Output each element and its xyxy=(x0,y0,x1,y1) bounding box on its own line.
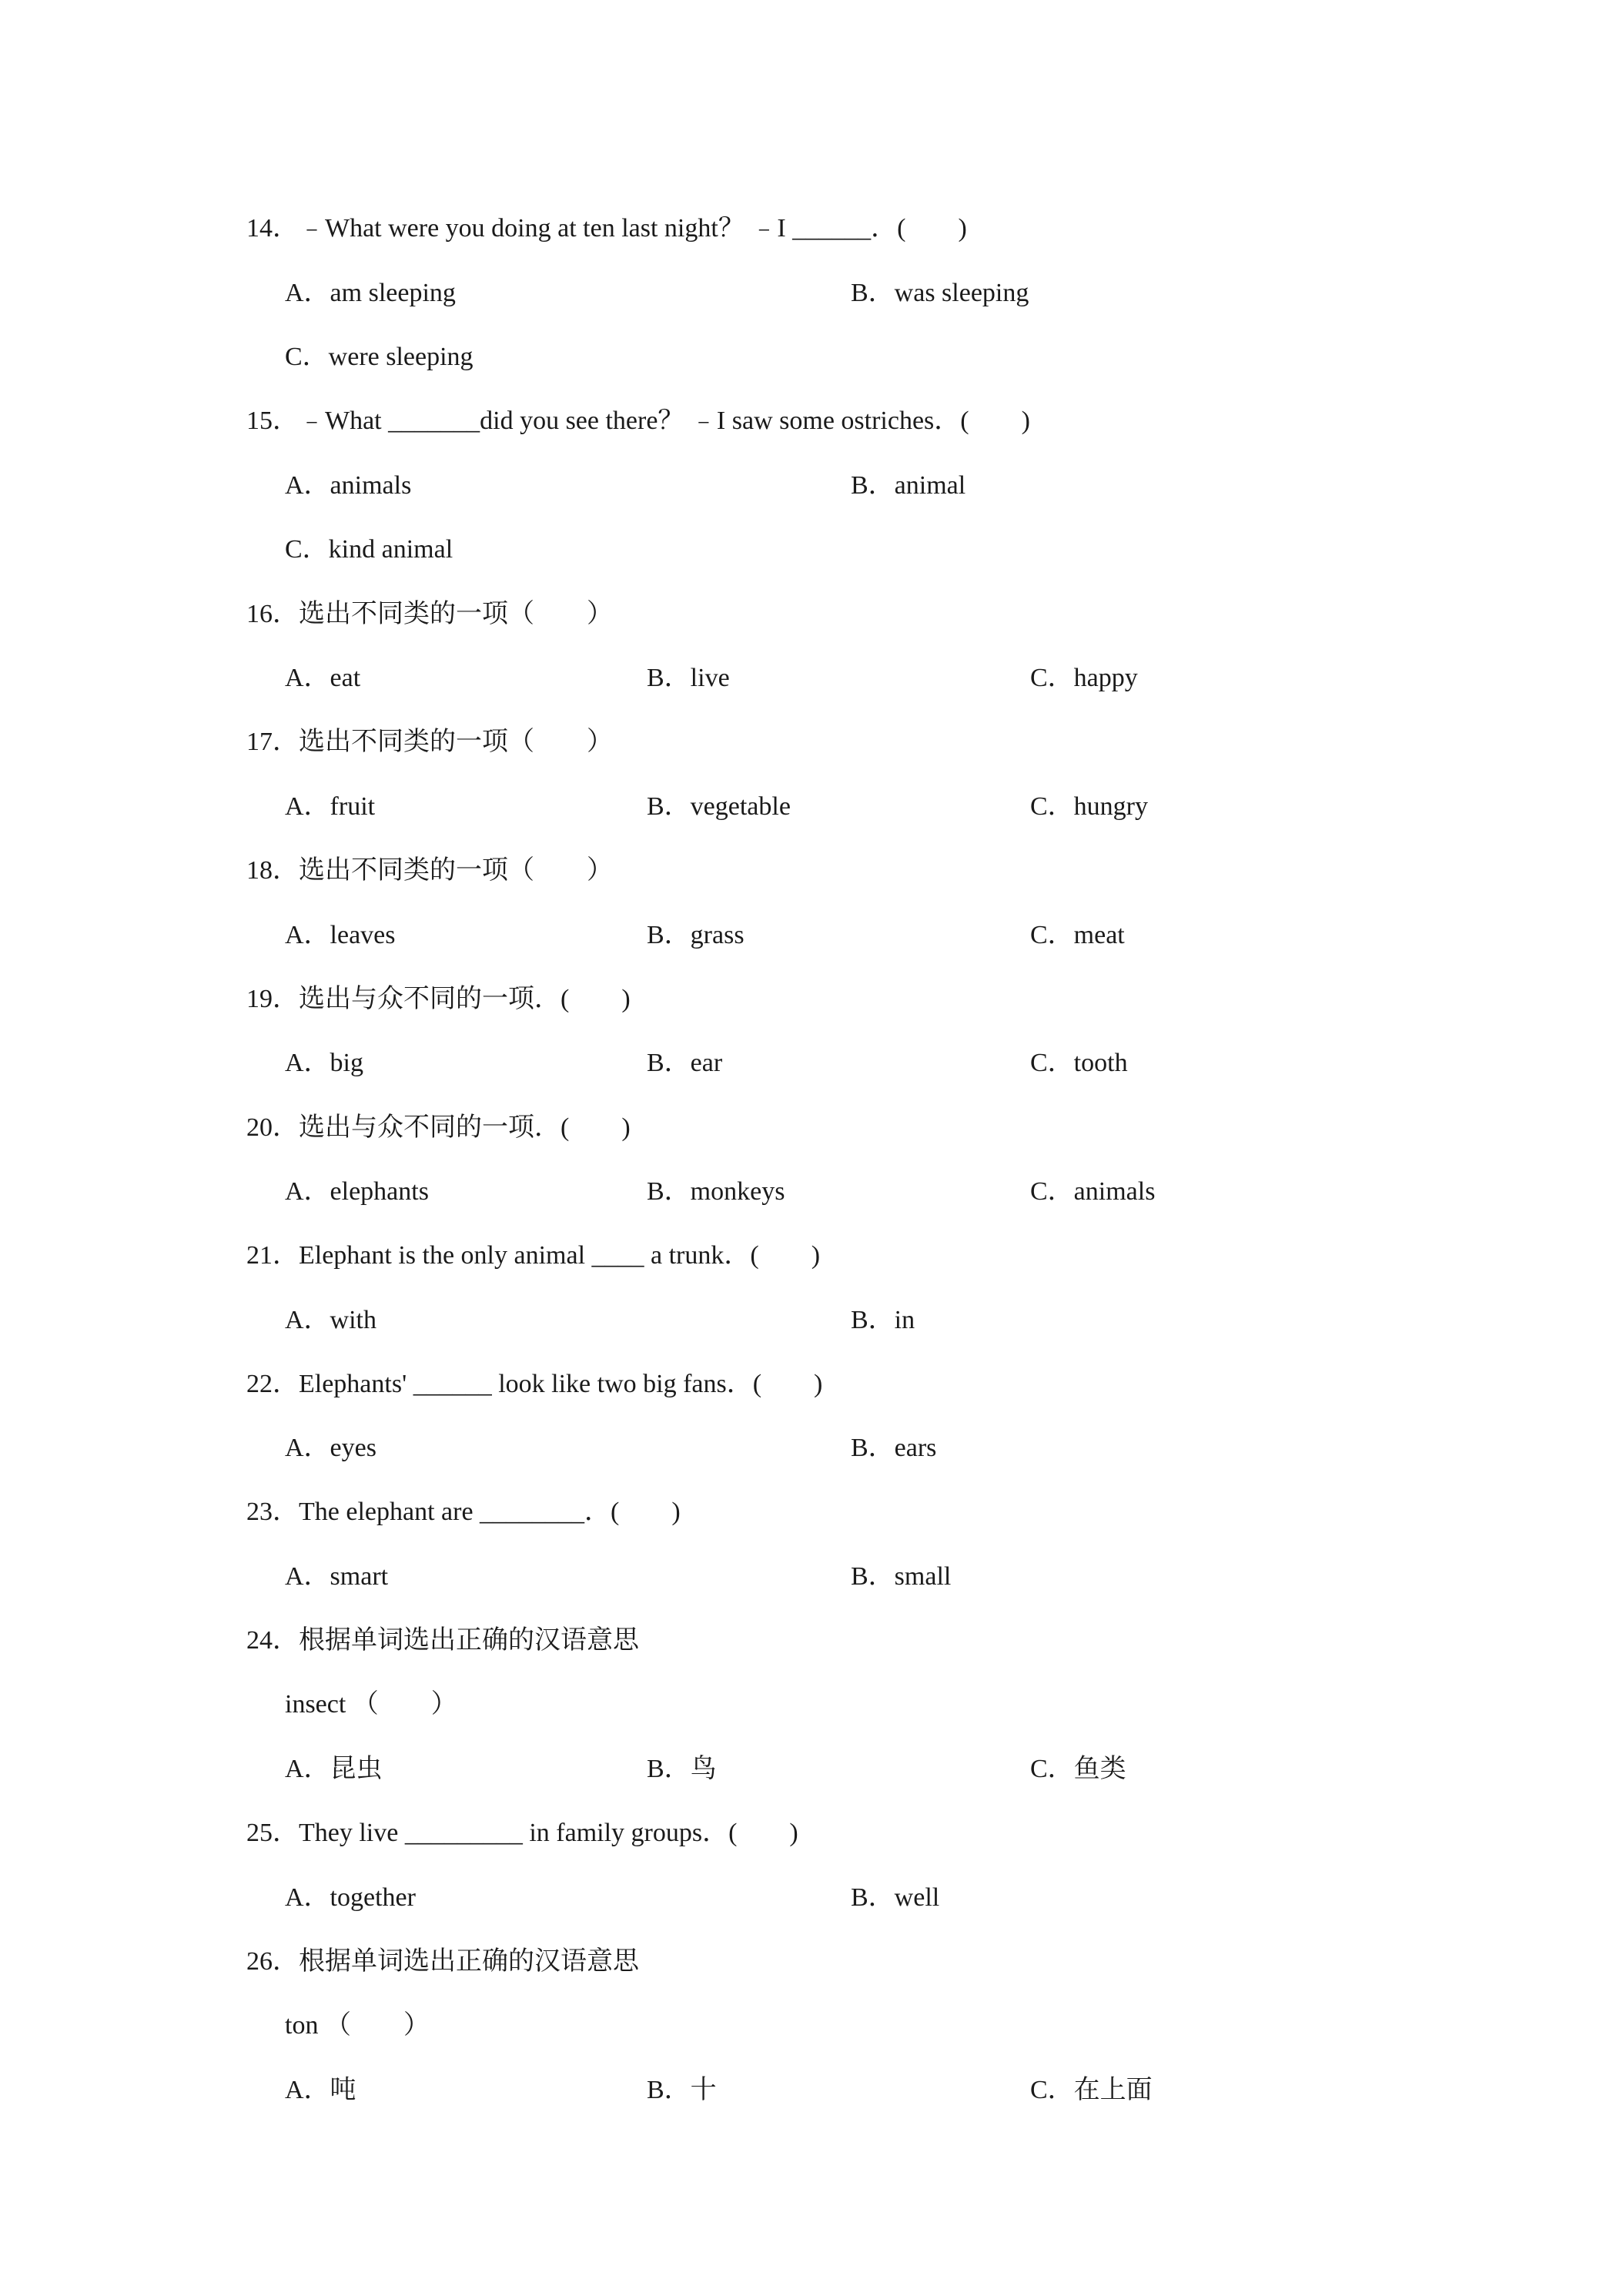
question-22 xyxy=(246,1367,822,1402)
option-c: C．happy xyxy=(1030,664,1138,692)
question-25 xyxy=(246,1816,798,1851)
question-18 xyxy=(246,853,613,889)
option-b: B．well xyxy=(851,1883,940,1912)
question-text: Elephants' ______ look like two big fans．( ) xyxy=(299,1370,823,1398)
option-c: C．meat xyxy=(1030,921,1125,949)
question-19 xyxy=(246,982,631,1017)
question-text: 根据单词选出正确的汉语意思 xyxy=(299,1626,639,1655)
option-b: B．animal xyxy=(851,471,966,500)
option-a: A．animals xyxy=(285,471,412,500)
option-b: B．ear xyxy=(647,1049,723,1077)
question-text: 选出不同类的一项（ ） xyxy=(299,856,613,885)
question-number: 17． xyxy=(246,728,299,756)
question-text: They live _________ in family groups．( ) xyxy=(299,1819,798,1847)
option-c: C．kind animal xyxy=(285,535,453,564)
question-23 xyxy=(246,1494,681,1530)
option-a: A．eyes xyxy=(285,1434,376,1462)
option-a: A．am sleeping xyxy=(285,279,456,307)
option-b: B．ears xyxy=(851,1434,937,1462)
question-text: 选出与众不同的一项．( ) xyxy=(299,985,631,1013)
question-number: 25． xyxy=(246,1819,299,1847)
option-b: B．in xyxy=(851,1306,915,1334)
question-20 xyxy=(246,1110,631,1146)
question-text: 选出不同类的一项（ ） xyxy=(299,600,613,628)
question-number: 26． xyxy=(246,1947,299,1976)
question-word: ton （ ） xyxy=(285,2011,430,2040)
question-word: insect （ ） xyxy=(285,1690,457,1719)
option-c: C．在上面 xyxy=(1030,2076,1153,2104)
option-b: B．was sleeping xyxy=(851,279,1029,307)
option-a: A．together xyxy=(285,1883,416,1912)
question-text: ﹣What _______did you see there？ ﹣I saw some ostriches．( ) xyxy=(299,407,1030,435)
question-16 xyxy=(246,597,613,632)
option-b: B．monkeys xyxy=(647,1177,785,1206)
option-c: C．tooth xyxy=(1030,1049,1128,1077)
option-a: A．smart xyxy=(285,1562,389,1591)
question-24 xyxy=(246,1623,639,1658)
option-c: C．were sleeping xyxy=(285,343,474,371)
option-b: B．vegetable xyxy=(647,792,791,821)
question-text: ﹣What were you doing at ten last night？ ﹣I ______．( ) xyxy=(299,214,967,243)
question-number: 23． xyxy=(246,1498,299,1526)
question-text: 选出不同类的一项（ ） xyxy=(299,728,613,756)
option-b: B．grass xyxy=(647,921,745,949)
option-b: B．十 xyxy=(647,2076,717,2104)
question-number: 22． xyxy=(246,1370,299,1398)
question-text: 选出与众不同的一项．( ) xyxy=(299,1113,631,1142)
option-a: A．with xyxy=(285,1306,376,1334)
question-number: 24． xyxy=(246,1626,299,1655)
option-c: C．鱼类 xyxy=(1030,1755,1126,1783)
option-a: A．昆虫 xyxy=(285,1755,383,1783)
question-number: 19． xyxy=(246,985,299,1013)
option-c: C．animals xyxy=(1030,1177,1156,1206)
question-text: Elephant is the only animal ____ a trunk．( ) xyxy=(299,1241,821,1270)
question-text: 根据单词选出正确的汉语意思 xyxy=(299,1947,639,1976)
option-a: A．fruit xyxy=(285,792,376,821)
option-a: A．big xyxy=(285,1049,363,1077)
option-b: B．鸟 xyxy=(647,1755,717,1783)
option-a: A．吨 xyxy=(285,2076,356,2104)
question-17 xyxy=(246,725,613,760)
option-a: A．leaves xyxy=(285,921,396,949)
option-a: A．elephants xyxy=(285,1177,429,1206)
question-number: 21． xyxy=(246,1241,299,1270)
question-number: 20． xyxy=(246,1113,299,1142)
question-text: The elephant are ________．( ) xyxy=(299,1498,681,1526)
question-15 xyxy=(246,403,1030,439)
question-14 xyxy=(246,211,967,246)
question-number: 16． xyxy=(246,600,299,628)
question-number: 14． xyxy=(246,214,299,243)
question-number: 18． xyxy=(246,856,299,885)
option-c: C．hungry xyxy=(1030,792,1148,821)
question-21 xyxy=(246,1238,820,1274)
option-b: B．small xyxy=(851,1562,952,1591)
option-b: B．live xyxy=(647,664,730,692)
question-number: 15． xyxy=(246,407,299,435)
question-26 xyxy=(246,1944,639,1980)
option-a: A．eat xyxy=(285,664,361,692)
